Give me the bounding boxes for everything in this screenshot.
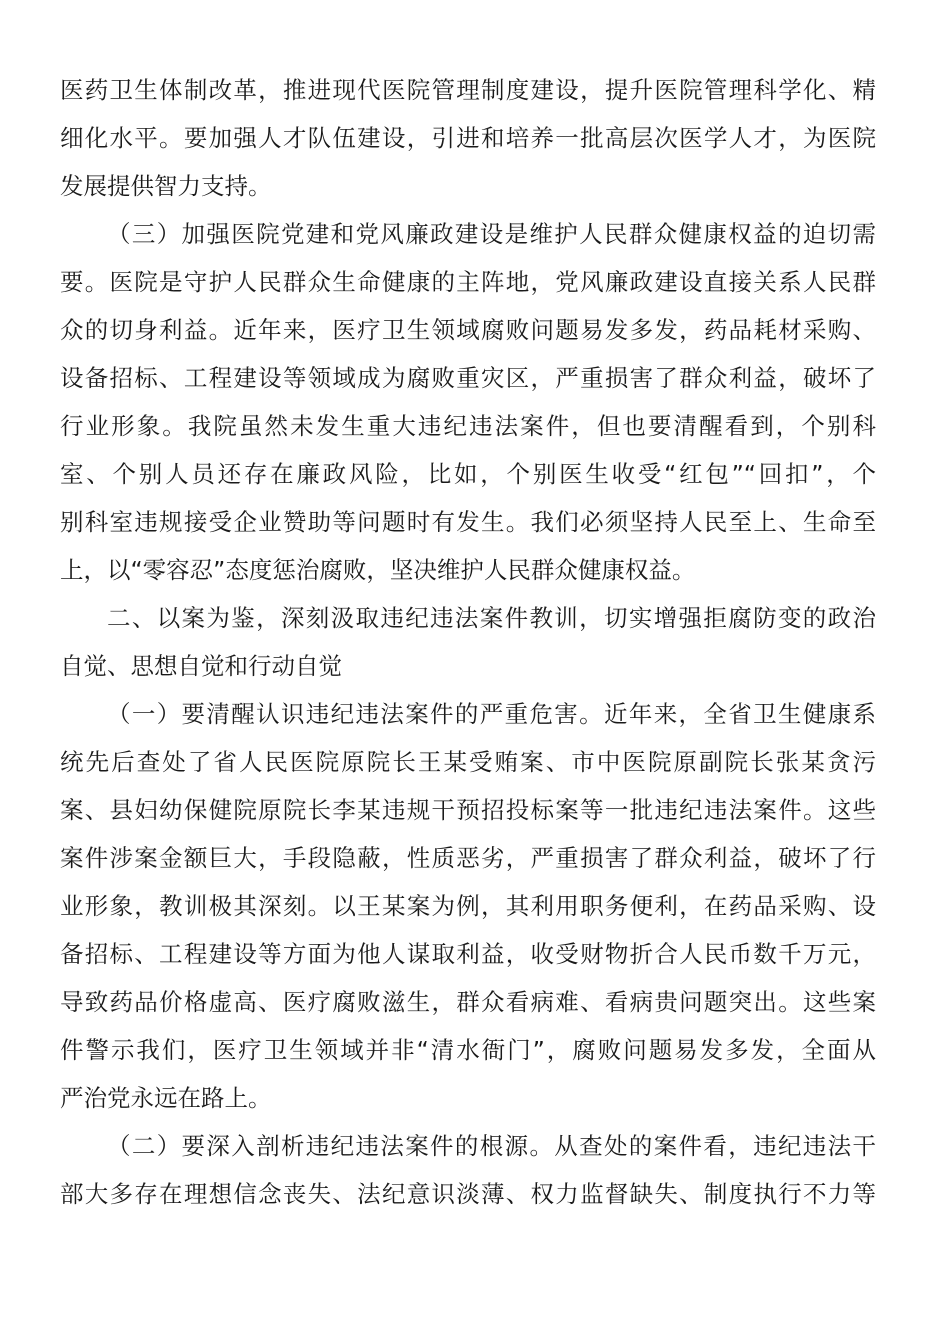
text-line: 要。医院是守护人民群众生命健康的主阵地，党风廉政建设直接关系人民群 — [60, 268, 876, 296]
text-line: 上，以“零容忍”态度惩治腐败，坚决维护人民群众健康权益。 — [60, 556, 696, 584]
text-line: 严治党永远在路上。 — [60, 1084, 272, 1112]
text-line: 业形象，教训极其深刻。以王某案为例，其利用职务便利，在药品采购、设 — [60, 892, 876, 920]
text-line: 件警示我们，医疗卫生领域并非“清水衙门”，腐败问题易发多发，全面从 — [60, 1036, 876, 1064]
text-line: 发展提供智力支持。 — [60, 172, 272, 200]
text-line: 别科室违规接受企业赞助等问题时有发生。我们必须坚持人民至上、生命至 — [60, 508, 876, 536]
text-line: 部大多存在理想信念丧失、法纪意识淡薄、权力监督缺失、制度执行不力等 — [60, 1180, 876, 1208]
text-line: 众的切身利益。近年来，医疗卫生领域腐败问题易发多发，药品耗材采购、 — [60, 316, 876, 344]
text-line: 设备招标、工程建设等领域成为腐败重灾区，严重损害了群众利益，破坏了 — [60, 364, 876, 392]
text-line: 自觉、思想自觉和行动自觉 — [60, 652, 342, 680]
text-line: 行业形象。我院虽然未发生重大违纪违法案件，但也要清醒看到，个别科 — [60, 412, 876, 440]
text-line: 细化水平。要加强人才队伍建设，引进和培养一批高层次医学人才，为医院 — [60, 124, 876, 152]
document-page — [60, 66, 876, 1218]
section-heading-1: （一）要清醒认识违纪违法案件的严重危害。近年来，全省卫生健康系 — [107, 700, 876, 728]
chapter-heading-2: 二、以案为鉴，深刻汲取违纪违法案件教训，切实增强拒腐防变的政治 — [107, 604, 876, 632]
text-line: 室、个别人员还存在廉政风险，比如，个别医生收受“红包”“回扣”，个 — [60, 460, 876, 488]
section-heading-2: （二）要深入剖析违纪违法案件的根源。从查处的案件看，违纪违法干 — [107, 1132, 876, 1160]
text-line: 备招标、工程建设等方面为他人谋取利益，收受财物折合人民币数千万元， — [60, 940, 876, 968]
text-line: 统先后查处了省人民医院原院长王某受贿案、市中医院原副院长张某贪污 — [60, 748, 876, 776]
text-line: 医药卫生体制改革，推进现代医院管理制度建设，提升医院管理科学化、精 — [60, 76, 876, 104]
text-line: 案件涉案金额巨大，手段隐蔽，性质恶劣，严重损害了群众利益，破坏了行 — [60, 844, 876, 872]
section-heading-3: （三）加强医院党建和党风廉政建设是维护人民群众健康权益的迫切需 — [107, 220, 876, 248]
text-line: 导致药品价格虚高、医疗腐败滋生，群众看病难、看病贵问题突出。这些案 — [60, 988, 876, 1016]
text-line: 案、县妇幼保健院原院长李某违规干预招投标案等一批违纪违法案件。这些 — [60, 796, 876, 824]
